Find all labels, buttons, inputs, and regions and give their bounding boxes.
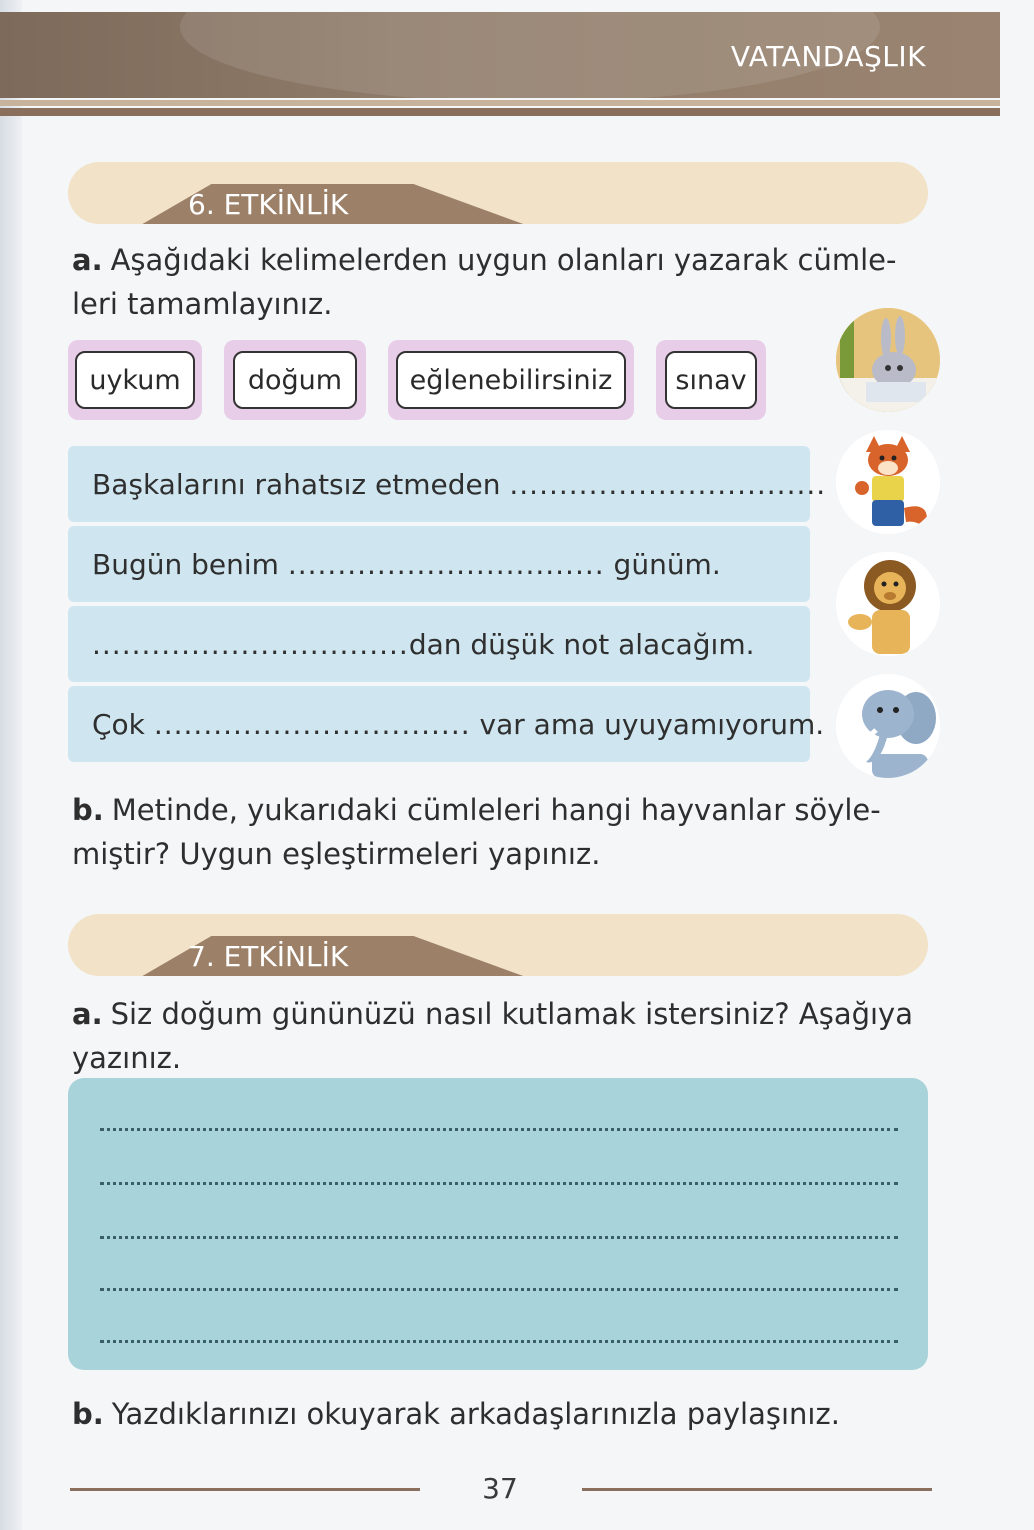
activity6-instruction-a [72,238,896,326]
fill-in-blank[interactable]: ................................ [287,547,605,581]
activity6-b-text-line1: Metinde, yukarıdaki cümleleri hangi hayvanlar söyle- [111,793,881,827]
sentence-text [68,708,824,741]
header-rule-light [0,100,1000,106]
answer-line[interactable] [100,1182,898,1185]
fill-in-blank[interactable]: ................................ [153,707,471,741]
activity7-a-text-line2: yazınız. [72,1041,182,1075]
activity6-instruction-b [72,788,881,876]
footer-rule-left [70,1488,420,1491]
word-option-sinav[interactable] [656,340,766,420]
fox-illustration[interactable] [836,430,940,534]
elephant-icon [836,674,940,778]
activity7-title: 7. ETKİNLİK [188,940,349,973]
word-option-label: uykum [75,351,195,409]
activity7-instruction-a [72,992,913,1080]
answer-writing-area[interactable] [68,1078,928,1370]
sentence-row-4 [68,686,825,762]
fox-icon [836,430,940,534]
answer-line[interactable] [100,1340,898,1343]
header-band [0,12,1000,98]
activity7-instruction-b [72,1392,840,1436]
word-option-label: sınav [665,351,757,409]
word-option-label: eğlenebilirsiniz [396,351,626,409]
word-option-eglenebilirsiniz[interactable] [388,340,634,420]
sentence-after: günüm. [613,547,721,581]
sentence-text [68,548,721,581]
header-title: VATANDAŞLIK [730,40,926,73]
rabbit-illustration[interactable] [836,308,940,412]
rabbit-icon [836,308,940,412]
answer-line[interactable] [100,1288,898,1291]
answer-line[interactable] [100,1128,898,1131]
sentence-text [68,468,844,501]
sentence-after: dan düşük not alacağım. [408,627,755,661]
word-option-label: doğum [233,351,357,409]
fill-in-blank[interactable]: ................................ [509,467,827,501]
sentence-before: Başkalarını rahatsız etmeden [92,467,501,501]
fill-in-blank[interactable]: ................................ [92,627,409,661]
sentence-row-2 [68,526,810,602]
sentence-after: var ama uyuyamıyorum. [479,707,825,741]
activity6-a-label: a. [72,243,103,277]
lion-icon [836,552,940,656]
sentence-row-3 [68,606,810,682]
sentence-before: Bugün benim [92,547,279,581]
activity6-title: 6. ETKİNLİK [188,188,349,221]
activity6-section-bar [68,162,928,224]
activity7-b-label: b. [72,1397,104,1431]
activity6-a-text-line2: leri tamamlayınız. [72,287,333,321]
elephant-illustration[interactable] [836,674,940,778]
header-rule-dark [0,108,1000,116]
lion-illustration[interactable] [836,552,940,656]
word-option-dogum[interactable] [224,340,366,420]
activity6-a-text-line1: Aşağıdaki kelimelerden uygun olanları yazarak cümle- [110,243,897,277]
page-edge [0,0,22,1530]
activity7-b-text: Yazdıklarınızı okuyarak arkadaşlarınızla paylaşınız. [111,1397,840,1431]
word-option-uykum[interactable] [68,340,202,420]
footer-rule-right [582,1488,932,1491]
activity6-b-text-line2: miştir? Uygun eşleştirmeleri yapınız. [72,837,601,871]
sentence-text [68,628,755,661]
activity7-a-label: a. [72,997,103,1031]
page-number: 37 [482,1472,518,1505]
answer-line[interactable] [100,1236,898,1239]
activity7-a-text-line1: Siz doğum gününüzü nasıl kutlamak istersiniz? Aşağıya [110,997,913,1031]
sentence-row-1 [68,446,827,522]
activity6-b-label: b. [72,793,104,827]
activity7-section-bar [68,914,928,976]
sentence-before: Çok [92,707,145,741]
